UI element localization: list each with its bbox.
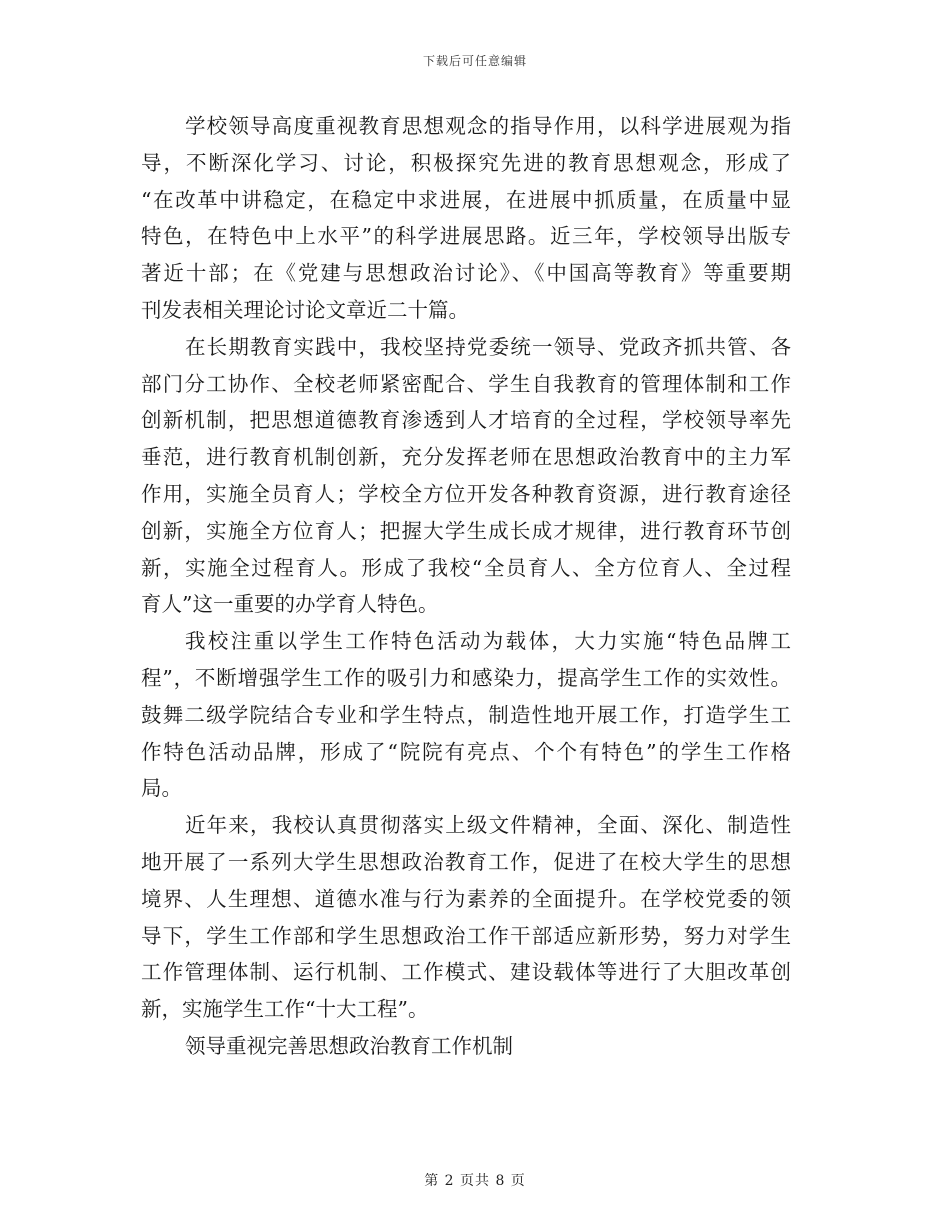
text-line: 导下，学生工作部和学生思想政治工作干部适应新形势，努力对学生 — [141, 923, 791, 948]
text-line: 创新机制，把思想道德教育渗透到人才培育的全过程，学校领导率先 — [141, 408, 791, 433]
text-line: 局。 — [141, 776, 182, 801]
text-line: 工作管理体制、运行机制、工作模式、建设载体等进行了大胆改革创 — [141, 960, 791, 985]
page-number: 第 2 页共 8 页 — [424, 1173, 526, 1189]
text-line: 作特色活动品牌，形成了“院院有亮点、个个有特色”的学生工作格 — [141, 739, 791, 764]
page-header: 下载后可任意编辑 — [422, 54, 527, 68]
text-line: 境界、人生理想、道德水准与行为素养的全面提升。在学校党委的领 — [141, 886, 791, 911]
text-line: 新，实施全过程育人。形成了我校“全员育人、全方位育人、全过程 — [141, 555, 791, 580]
text-line: 程”，不断增强学生工作的吸引力和感染力，提高学生工作的实效性。 — [141, 665, 791, 690]
text-line: 作用，实施全员育人；学校全方位开发各种教育资源，进行教育途径 — [141, 481, 791, 506]
text-line: 著近十部；在《党建与思想政治讨论》、《中国高等教育》等重要期 — [141, 261, 791, 286]
text-line: 地开展了一系列大学生思想政治教育工作，促进了在校大学生的思想 — [141, 849, 791, 874]
paragraph — [141, 1028, 791, 1065]
text-line: 育人”这一重要的办学育人特色。 — [141, 592, 439, 617]
text-line: 鼓舞二级学院结合专业和学生特点，制造性地开展工作，打造学生工 — [141, 702, 791, 727]
paragraph — [141, 807, 791, 1028]
section-heading: 领导重视完善思想政治教育工作机制 — [185, 1033, 513, 1058]
paragraph — [141, 329, 791, 623]
text-line: 近年来，我校认真贯彻落实上级文件精神，全面、深化、制造性 — [185, 813, 791, 838]
paragraph — [141, 108, 791, 329]
text-line: 导，不断深化学习、讨论，积极探究先进的教育思想观念，形成了 — [141, 150, 791, 175]
paragraph — [141, 623, 791, 807]
text-line: 特色，在特色中上水平”的科学进展思路。近三年，学校领导出版专 — [141, 224, 791, 249]
text-line: “在改革中讲稳定，在稳定中求进展，在进展中抓质量，在质量中显 — [141, 187, 791, 212]
document-body — [141, 108, 791, 1065]
text-line: 刊发表相关理论讨论文章近二十篇。 — [141, 297, 469, 322]
text-line: 部门分工协作、全校老师紧密配合、学生自我教育的管理体制和工作 — [141, 371, 791, 396]
text-line: 新，实施学生工作“十大工程”。 — [141, 997, 429, 1022]
text-line: 垂范，进行教育机制创新，充分发挥老师在思想政治教育中的主力军 — [141, 445, 791, 470]
text-line: 在长期教育实践中，我校坚持党委统一领导、党政齐抓共管、各 — [185, 334, 791, 359]
text-line: 创新，实施全方位育人；把握大学生成长成才规律，进行教育环节创 — [141, 518, 791, 543]
text-line: 学校领导高度重视教育思想观念的指导作用，以科学进展观为指 — [185, 114, 791, 138]
text-line: 我校注重以学生工作特色活动为载体，大力实施“特色品牌工 — [185, 629, 791, 654]
